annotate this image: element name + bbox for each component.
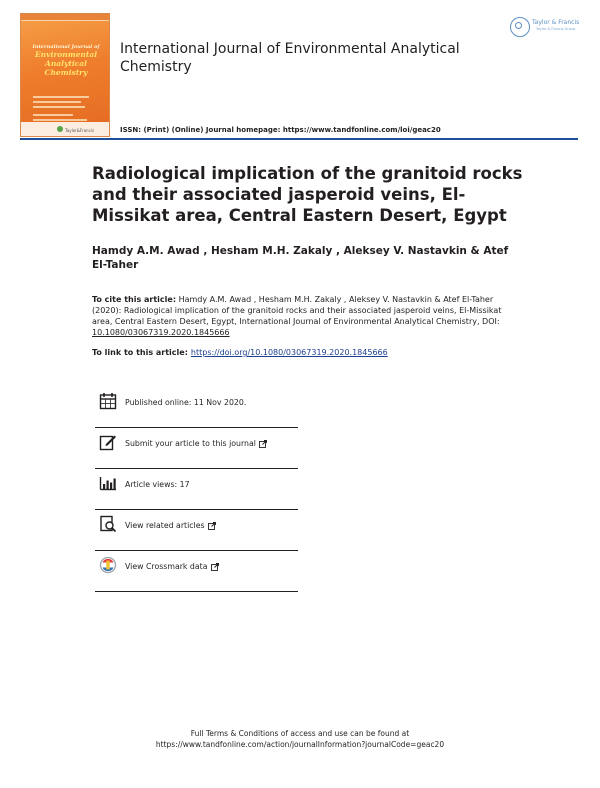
citation-block: [92, 294, 507, 338]
issn-line: [120, 126, 441, 134]
external-link-icon: [259, 440, 267, 448]
cover-publisher-icon: [57, 126, 63, 132]
external-link-icon: [211, 563, 219, 571]
publisher-name: Taylor & Francis: [532, 19, 580, 26]
article-doi-url-link[interactable]: https://doi.org/10.1080/03067319.2020.1845666: [190, 348, 388, 357]
cover-title-small: International Journal of: [32, 44, 100, 50]
journal-cover-image: [20, 13, 110, 137]
terms-footer-url-link[interactable]: https://www.tandfonline.com/action/journalInformation?journalCode=geac20: [155, 740, 445, 749]
cover-text-line: [33, 114, 73, 116]
journal-title: International Journal of Environmental Analytical Chemistry: [120, 41, 460, 75]
submit-article-link[interactable]: [125, 439, 267, 448]
citation-text: Hamdy A.M. Awad , Hesham M.H. Zakaly , Aleksey V. Nastavkin & Atef El-Taher (2020): Radiological implication of the granitoid rocks and their associated jasperoid veins, El-Missikat area, Central Eastern Desert, Egypt, International Journal of Environmental Analytical Chemistry, DOI:: [92, 295, 502, 326]
bar-chart-icon: [99, 474, 117, 492]
article-link-line: [92, 348, 388, 357]
publisher-group: Taylor & Francis Group: [536, 27, 576, 31]
cover-text-line: [33, 101, 81, 103]
article-title: Radiological implication of the granitoid rocks and their associated jasperoid veins, El-Missikat area, Central Eastern Desert, Egypt: [92, 164, 523, 225]
cover-title-big-2: Analytical: [45, 59, 87, 68]
published-online-row: [95, 386, 298, 428]
calendar-icon: [99, 392, 117, 410]
header-divider: [20, 138, 578, 140]
citation-doi-link[interactable]: 10.1080/03067319.2020.1845666: [92, 328, 230, 337]
submit-article-row[interactable]: [95, 427, 298, 469]
related-articles-label: View related articles: [125, 521, 205, 530]
issn-label: ISSN: (Print) (Online) Journal homepage:: [120, 126, 283, 134]
crossmark-label: View Crossmark data: [125, 562, 208, 571]
submit-article-label: Submit your article to this journal: [125, 439, 256, 448]
crossmark-link[interactable]: [125, 562, 219, 571]
cover-text-line: [33, 106, 85, 108]
edit-icon: [99, 433, 117, 451]
related-articles-row[interactable]: [95, 509, 298, 551]
cover-text-line: [33, 119, 87, 121]
cover-title: [27, 44, 105, 77]
published-online-text: Published online: 11 Nov 2020.: [125, 398, 247, 407]
cover-text-line: [33, 96, 89, 98]
cover-top-band: [21, 14, 109, 21]
crossmark-row[interactable]: [95, 550, 298, 592]
cover-publisher-name: Taylor&Francis: [65, 128, 94, 133]
article-views-row: [95, 468, 298, 510]
related-documents-icon: [99, 515, 117, 533]
external-link-icon: [208, 522, 216, 530]
cover-title-big-1: Environmental: [34, 50, 98, 59]
terms-footer-line: Full Terms & Conditions of access and use can be found at: [190, 729, 410, 738]
publisher-logo: [510, 17, 580, 39]
cover-title-big-3: Chemistry: [44, 68, 88, 77]
journal-homepage-link[interactable]: https://www.tandfonline.com/loi/geac20: [282, 126, 441, 134]
article-views-text: Article views: 17: [125, 480, 190, 489]
citation-label: To cite this article:: [92, 295, 177, 304]
related-articles-link[interactable]: [125, 521, 216, 530]
tf-logo-inner-icon: [515, 22, 522, 29]
terms-footer: [100, 728, 500, 750]
article-authors: Hamdy A.M. Awad , Hesham M.H. Zakaly , Aleksey V. Nastavkin & Atef El-Taher: [92, 245, 509, 271]
crossmark-icon: [99, 556, 117, 574]
article-link-label: To link to this article:: [92, 348, 188, 357]
